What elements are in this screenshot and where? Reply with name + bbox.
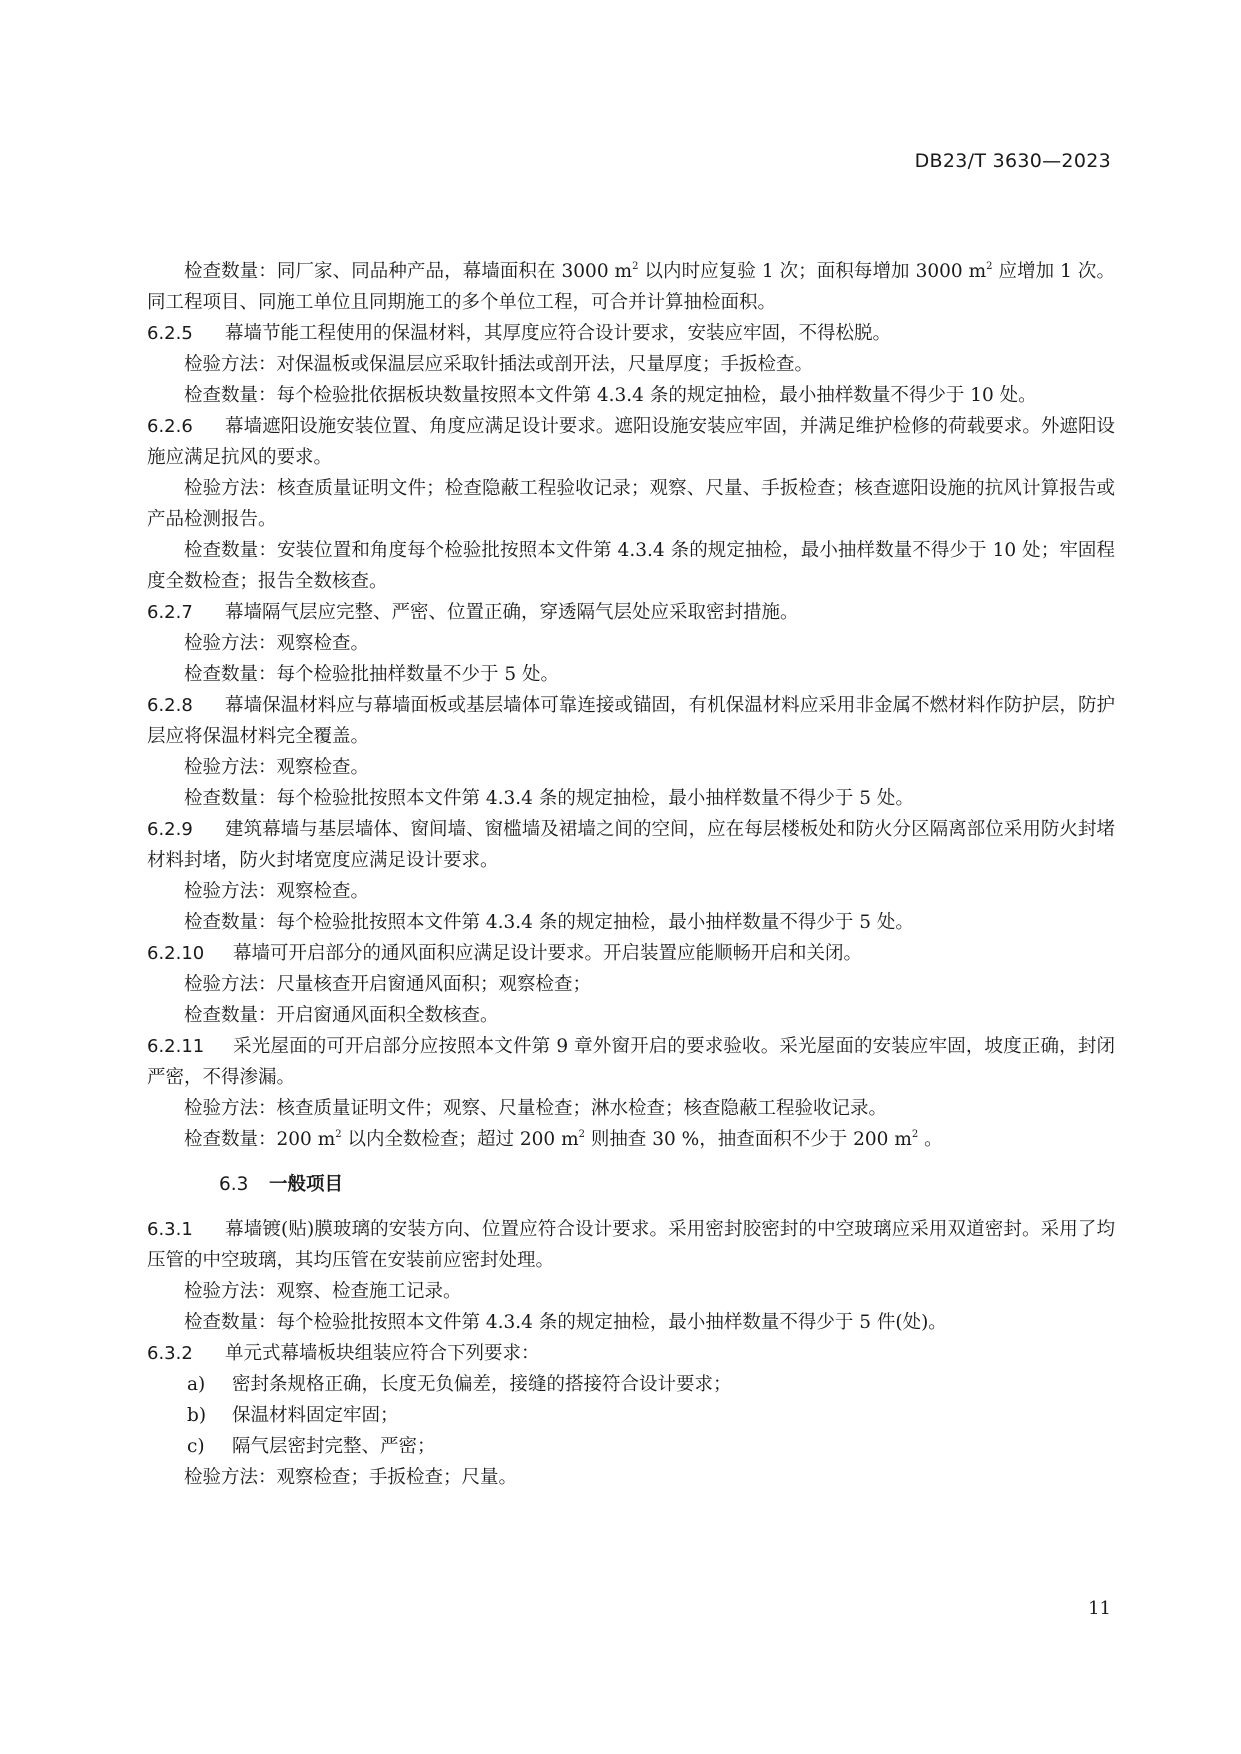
clause-6-3-2: 6.3.2 单元式幕墙板块组装应符合下列要求： [147,1338,1115,1369]
inspection-method: 检验方法：观察、检查施工记录。 [184,1281,462,1302]
clause-6-2-7: 6.2.7 幕墙隔气层应完整、严密、位置正确，穿透隔气层处应采取密封措施。 [147,597,1115,628]
inspection-quantity: 检查数量：每个检验批按照本文件第 4.3.4 条的规定抽检，最小抽样数量不得少于 5 处。 [184,788,914,809]
page-body [147,256,1115,1493]
inspection-quantity: 检查数量：每个检验批按照本文件第 4.3.4 条的规定抽检，最小抽样数量不得少于 5 处。 [184,912,914,933]
clause-6-2-8: 6.2.8 幕墙保温材料应与幕墙面板或基层墙体可靠连接或锚固，有机保温材料应采用非金属不燃材料作防护层，防护层应将保温材料完全覆盖。 [147,690,1115,752]
clause-number: 6.3.1 [147,1219,193,1240]
inspection-quantity: 检查数量：安装位置和角度每个检验批按照本文件第 4.3.4 条的规定抽检，最小抽样数量不得少于 10 处；牢固程度全数检查；报告全数核查。 [147,540,1115,592]
inspection-method: 检验方法：核查质量证明文件；观察、尺量检查；淋水检查；核查隐蔽工程验收记录。 [184,1098,888,1119]
inspection-quantity: 检查数量：每个检验批依据板块数量按照本文件第 4.3.4 条的规定抽检，最小抽样数量不得少于 10 处。 [184,385,1037,406]
inspection-quantity-paragraph: 检查数量：同厂家、同品种产品，幕墙面积在 3000 $m^2$ 以内时应复验 1 次；面积每增加 3000 $m^2$ 应增加 1 次。同工程项目、同施工单位且同期施工的多个单位工程，可合并计算抽检面积。 [147,261,1115,313]
clause-number: 6.2.9 [147,819,193,840]
inspection-method: 检验方法：观察检查。 [184,633,370,654]
section-number: 6.3 [219,1174,249,1195]
page-number: 11 [1088,1598,1111,1619]
inspection-method: 检验方法：观察检查；手扳检查；尺量。 [184,1467,518,1488]
inspection-method: 检验方法：观察检查。 [184,757,370,778]
clause-number: 6.3.2 [147,1343,193,1364]
inspection-quantity: 检查数量：每个检验批抽样数量不少于 5 处。 [184,664,560,685]
inspection-quantity: 检查数量：每个检验批按照本文件第 4.3.4 条的规定抽检，最小抽样数量不得少于 5 件(处)。 [184,1312,947,1333]
section-heading-6-3 [147,1169,1115,1200]
inspection-method: 检验方法：观察检查。 [184,881,370,902]
clause-6-2-10: 6.2.10 幕墙可开启部分的通风面积应满足设计要求。开启装置应能顺畅开启和关闭。 [147,938,1115,969]
clause-number: 6.2.7 [147,602,193,623]
clause-number: 6.2.5 [147,323,193,344]
inspection-method: 检验方法：尺量核查开启窗通风面积；观察检查； [184,974,592,995]
document-code: DB23/T 3630—2023 [914,150,1111,172]
clause-number: 6.2.11 [147,1036,205,1057]
list-item: c) 隔气层密封完整、严密； [187,1436,436,1457]
inspection-quantity: 检查数量：开启窗通风面积全数核查。 [184,1005,499,1026]
clause-6-3-1: 6.3.1 幕墙镀(贴)膜玻璃的安装方向、位置应符合设计要求。采用密封胶密封的中空玻璃应采用双道密封。采用了均压管的中空玻璃，其均压管在安装前应密封处理。 [147,1214,1115,1276]
list-item: b) 保温材料固定牢固； [187,1405,399,1426]
list-item: a) 密封条规格正确，长度无负偏差，接缝的搭接符合设计要求； [187,1374,732,1395]
clause-6-2-9: 6.2.9 建筑幕墙与基层墙体、窗间墙、窗槛墙及裙墙之间的空间，应在每层楼板处和防火分区隔离部位采用防火封堵材料封堵，防火封堵宽度应满足设计要求。 [147,814,1115,876]
clause-6-2-6: 6.2.6 幕墙遮阳设施安装位置、角度应满足设计要求。遮阳设施安装应牢固，并满足维护检修的荷载要求。外遮阳设施应满足抗风的要求。 [147,411,1115,473]
inspection-method: 检验方法：对保温板或保温层应采取针插法或剖开法，尺量厚度；手扳检查。 [184,354,814,375]
clause-number: 6.2.8 [147,695,193,716]
clause-6-2-11: 6.2.11 采光屋面的可开启部分应按照本文件第 9 章外窗开启的要求验收。采光屋面的安装应牢固，坡度正确，封闭严密，不得渗漏。 [147,1031,1115,1093]
clause-number: 6.2.6 [147,416,193,437]
inspection-quantity: 检查数量：200 $m^2$ 以内全数检查；超过 200 $m^2$ 则抽查 30 %，抽查面积不少于 200 $m^2$ 。 [184,1129,943,1150]
clause-number: 6.2.10 [147,943,205,964]
clause-6-2-5: 6.2.5 幕墙节能工程使用的保温材料，其厚度应符合设计要求，安装应牢固，不得松脱。 [147,318,1115,349]
section-title: 一般项目 [269,1174,344,1195]
inspection-method: 检验方法：核查质量证明文件；检查隐蔽工程验收记录；观察、尺量、手扳检查；核查遮阳设施的抗风计算报告或产品检测报告。 [147,478,1115,530]
